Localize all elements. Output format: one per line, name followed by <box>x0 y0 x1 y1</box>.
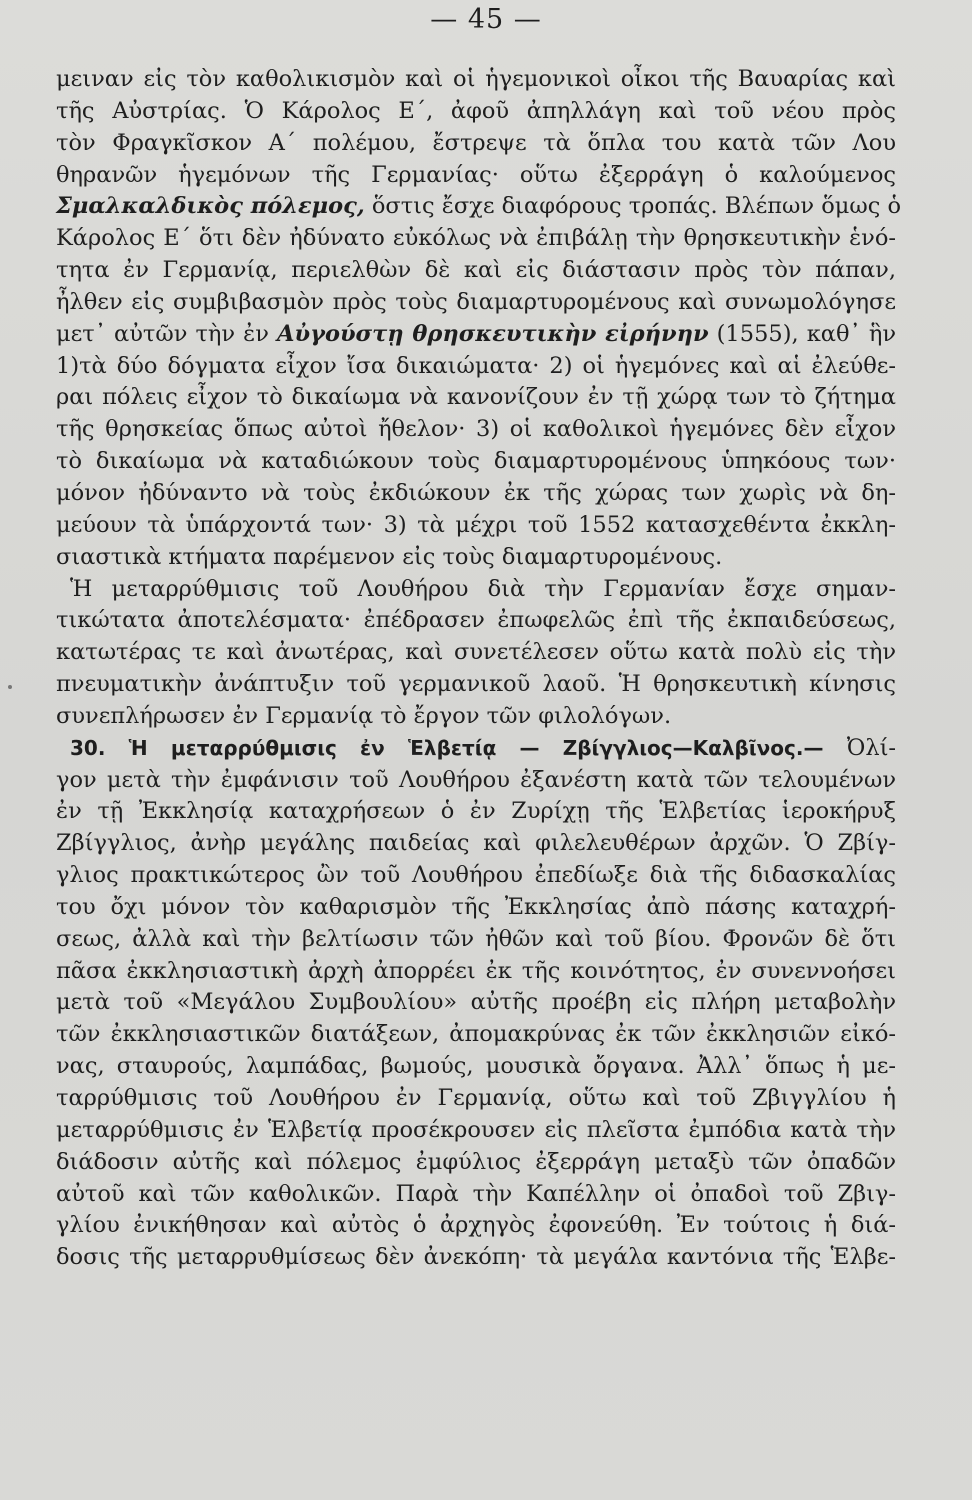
line-text: ἦλθεν εἰς συμβιβασμὸν πρὸς τοὺς διαμαρτυρομένους καὶ συνωμολόγησε <box>56 288 896 315</box>
text-line <box>56 319 896 351</box>
line-text: Ζβίγγλιος, ἀνὴρ μεγάλης παιδείας καὶ φιλελευθέρων ἀρχῶν. Ὁ Ζβίγ- <box>56 830 896 857</box>
text-line <box>56 1179 896 1211</box>
line-text: γλιος πρακτικώτερος ὢν τοῦ Λουθήρου ἐπεδίωξε διὰ τῆς διδασκαλίας <box>56 862 896 889</box>
text-line <box>56 701 896 733</box>
emphasized-term: Σμαλκαλδικὸς πόλεμος, <box>56 193 365 220</box>
text-line <box>56 255 896 287</box>
line-text: ραι πόλεις εἶχον τὸ δικαίωμα νὰ κανονίζουν ἐν τῇ χώρᾳ των τὸ ζήτημα <box>56 384 896 411</box>
text-line <box>56 414 896 446</box>
text-line <box>56 1019 896 1051</box>
text-line <box>56 64 896 96</box>
line-text: Ὀλί- <box>823 734 896 761</box>
section-heading: 30. Ἡ μεταρρύθμισις ἐν Ἑλβετίᾳ — Ζβίγγλιος—Καλβῖνος.— <box>70 735 824 760</box>
line-text: ἐν τῇ Ἐκκλησίᾳ καταχρήσεων ὁ ἐν Ζυρίχῃ τῆς Ἑλβετίας ἱεροκήρυξ <box>56 798 896 825</box>
text-line <box>56 796 896 828</box>
line-text: (1555), καθ᾽ ἣν <box>708 320 897 347</box>
emphasized-term: Αὐγούστῃ θρησκευτικὴν εἰρήνην <box>277 320 709 347</box>
line-text: του ὄχι μόνον τὸν καθαρισμὸν τῆς Ἐκκλησίας ἀπὸ πάσης καταχρή- <box>56 893 896 920</box>
text-line <box>56 1147 896 1179</box>
text-line <box>56 574 896 606</box>
text-line <box>56 478 896 510</box>
line-text: πᾶσα ἐκκλησιαστικὴ ἀρχὴ ἀπορρέει ἐκ τῆς κοινότητος, ἐν συνεννοήσει <box>56 957 896 984</box>
line-text: τικώτατα ἀποτελέσματα· ἐπέδρασεν ἐπωφελῶς ἐπὶ τῆς ἐκπαιδεύσεως, <box>56 607 896 634</box>
text-line <box>56 605 896 637</box>
text-line <box>56 987 896 1019</box>
text-line <box>56 733 896 765</box>
text-line <box>56 542 896 574</box>
text-line <box>56 1051 896 1083</box>
line-text: κατωτέρας τε καὶ ἀνωτέρας, καὶ συνετέλεσεν οὕτω κατὰ πολὺ εἰς τὴν <box>56 639 896 666</box>
line-text: διάδοσιν αὐτῆς καὶ πόλεμος ἐμφύλιος ἐξερράγη μεταξὺ τῶν ὀπαδῶν <box>56 1148 896 1175</box>
text-line <box>56 160 896 192</box>
text-line <box>56 223 896 255</box>
text-line <box>56 382 896 414</box>
text-line <box>56 892 896 924</box>
text-line <box>56 446 896 478</box>
line-text: μειναν εἰς τὸν καθολικισμὸν καὶ οἱ ἡγεμονικοὶ οἶκοι τῆς Βαυαρίας καὶ <box>56 66 896 92</box>
line-text: πνευματικὴν ἀνάπτυξιν τοῦ γερμανικοῦ λαοῦ. Ἡ θρησκευτικὴ κίνησις <box>56 671 896 698</box>
text-line <box>56 669 896 701</box>
text-line <box>56 510 896 542</box>
line-text: τῶν ἐκκλησιαστικῶν διατάξεων, ἀπομακρύνας ἐκ τῶν ἐκκλησιῶν εἰκό- <box>56 1021 896 1048</box>
text-line <box>56 287 896 319</box>
line-text: μεταρρύθμισις ἐν Ἑλβετίᾳ προσέκρουσεν εἰς πλεῖστα ἐμπόδια κατὰ τὴν <box>56 1116 896 1143</box>
line-text: τὸν Φραγκῖσκον Α΄ πολέμου, ἔστρεψε τὰ ὅπλα του κατὰ τῶν Λου <box>56 129 896 156</box>
text-line <box>56 191 902 223</box>
text-line <box>56 351 896 383</box>
text-line <box>56 1242 896 1274</box>
text-line <box>56 1115 896 1147</box>
line-text: μετὰ τοῦ «Μεγάλου Συμβουλίου» αὐτῆς προέβη εἰς πλήρη μεταβολὴν <box>56 989 896 1016</box>
print-speck <box>8 685 12 689</box>
line-text: τὸ δικαίωμα νὰ καταδιώκουν τοὺς διαμαρτυρομένους ὑπηκόους των· <box>56 448 896 475</box>
line-text: ὅστις ἔσχε διαφόρους τροπάς. Βλέπων ὅμως ὁ <box>364 193 902 220</box>
text-line <box>56 1210 896 1242</box>
line-text: συνεπλήρωσεν ἐν Γερμανίᾳ τὸ ἔργον τῶν φιλολόγων. <box>56 702 672 729</box>
line-text: δοσις τῆς μεταρρυθμίσεως δὲν ἀνεκόπη· τὰ μεγάλα καντόνια τῆς Ἑλβε- <box>56 1244 896 1271</box>
text-line <box>56 924 896 956</box>
line-text: γλίου ἐνικήθησαν καὶ αὐτὸς ὁ ἀρχηγὸς ἐφονεύθη. Ἐν τούτοις ἡ διά- <box>56 1212 896 1239</box>
line-text: ταρρύθμισις τοῦ Λουθήρου ἐν Γερμανίᾳ, οὕτω καὶ τοῦ Ζβιγγλίου ἡ <box>56 1085 896 1111</box>
line-text: αὐτοῦ καὶ τῶν καθολικῶν. Παρὰ τὴν Καπέλλην οἱ ὀπαδοὶ τοῦ Ζβιγ- <box>56 1180 896 1207</box>
line-text: σιαστικὰ κτήματα παρέμενον εἰς τοὺς διαμαρτυρομένους. <box>56 543 723 570</box>
text-line <box>56 860 896 892</box>
line-text: Κάρολος Ε΄ ὅτι δὲν ἠδύνατο εὐκόλως νὰ ἐπιβάλῃ τὴν θρησκευτικὴν ἑνό- <box>56 225 896 252</box>
line-text: τῆς Αὐστρίας. Ὁ Κάρολος Ε΄, ἀφοῦ ἀπηλλάγη καὶ τοῦ νέου πρὸς <box>56 97 896 124</box>
line-text: σεως, ἀλλὰ καὶ τὴν βελτίωσιν τῶν ἠθῶν καὶ τοῦ βίου. Φρονῶν δὲ ὅτι <box>56 925 896 952</box>
text-line <box>56 96 896 128</box>
text-line <box>56 1083 896 1115</box>
line-text: τῆς θρησκείας ὅπως αὐτοὶ ἤθελον· 3) οἱ καθολικοὶ ἡγεμόνες δὲν εἶχον <box>56 416 896 443</box>
line-text: τητα ἐν Γερμανίᾳ, περιελθὼν δὲ καὶ εἰς διάστασιν πρὸς τὸν πάπαν, <box>56 257 896 284</box>
text-line <box>56 828 896 860</box>
text-line <box>56 637 896 669</box>
line-text: μετ᾽ αὐτῶν τὴν ἐν <box>56 320 278 347</box>
page-number: — 45 — <box>430 4 542 35</box>
line-text: 1)τὰ δύο δόγματα εἶχον ἴσα δικαιώματα· 2) οἱ ἡγεμόνες καὶ αἱ ἐλεύθε- <box>56 352 896 379</box>
line-text: μόνον ἠδύναντο νὰ τοὺς ἐκδιώκουν ἐκ τῆς χώρας των χωρὶς νὰ δη- <box>56 479 896 506</box>
text-line <box>56 128 896 160</box>
body-text <box>56 64 902 1274</box>
text-line <box>56 956 896 988</box>
line-text: μεύουν τὰ ὑπάρχοντά των· 3) τὰ μέχρι τοῦ 1552 κατασχεθέντα ἐκκλη- <box>56 511 896 538</box>
line-text: γον μετὰ τὴν ἐμφάνισιν τοῦ Λουθήρου ἐξανέστη κατὰ τῶν τελουμένων <box>56 766 896 793</box>
line-text: θηρανῶν ἡγεμόνων τῆς Γερμανίας· οὕτω ἐξερράγη ὁ καλούμενος <box>56 161 896 188</box>
text-line <box>56 765 896 797</box>
line-text: νας, σταυρούς, λαμπάδας, βωμούς, μουσικὰ ὄργανα. Ἀλλ᾽ ὅπως ἡ με- <box>56 1053 896 1080</box>
line-text: Ἡ μεταρρύθμισις τοῦ Λουθήρου διὰ τὴν Γερμανίαν ἔσχε σημαν- <box>70 575 896 602</box>
